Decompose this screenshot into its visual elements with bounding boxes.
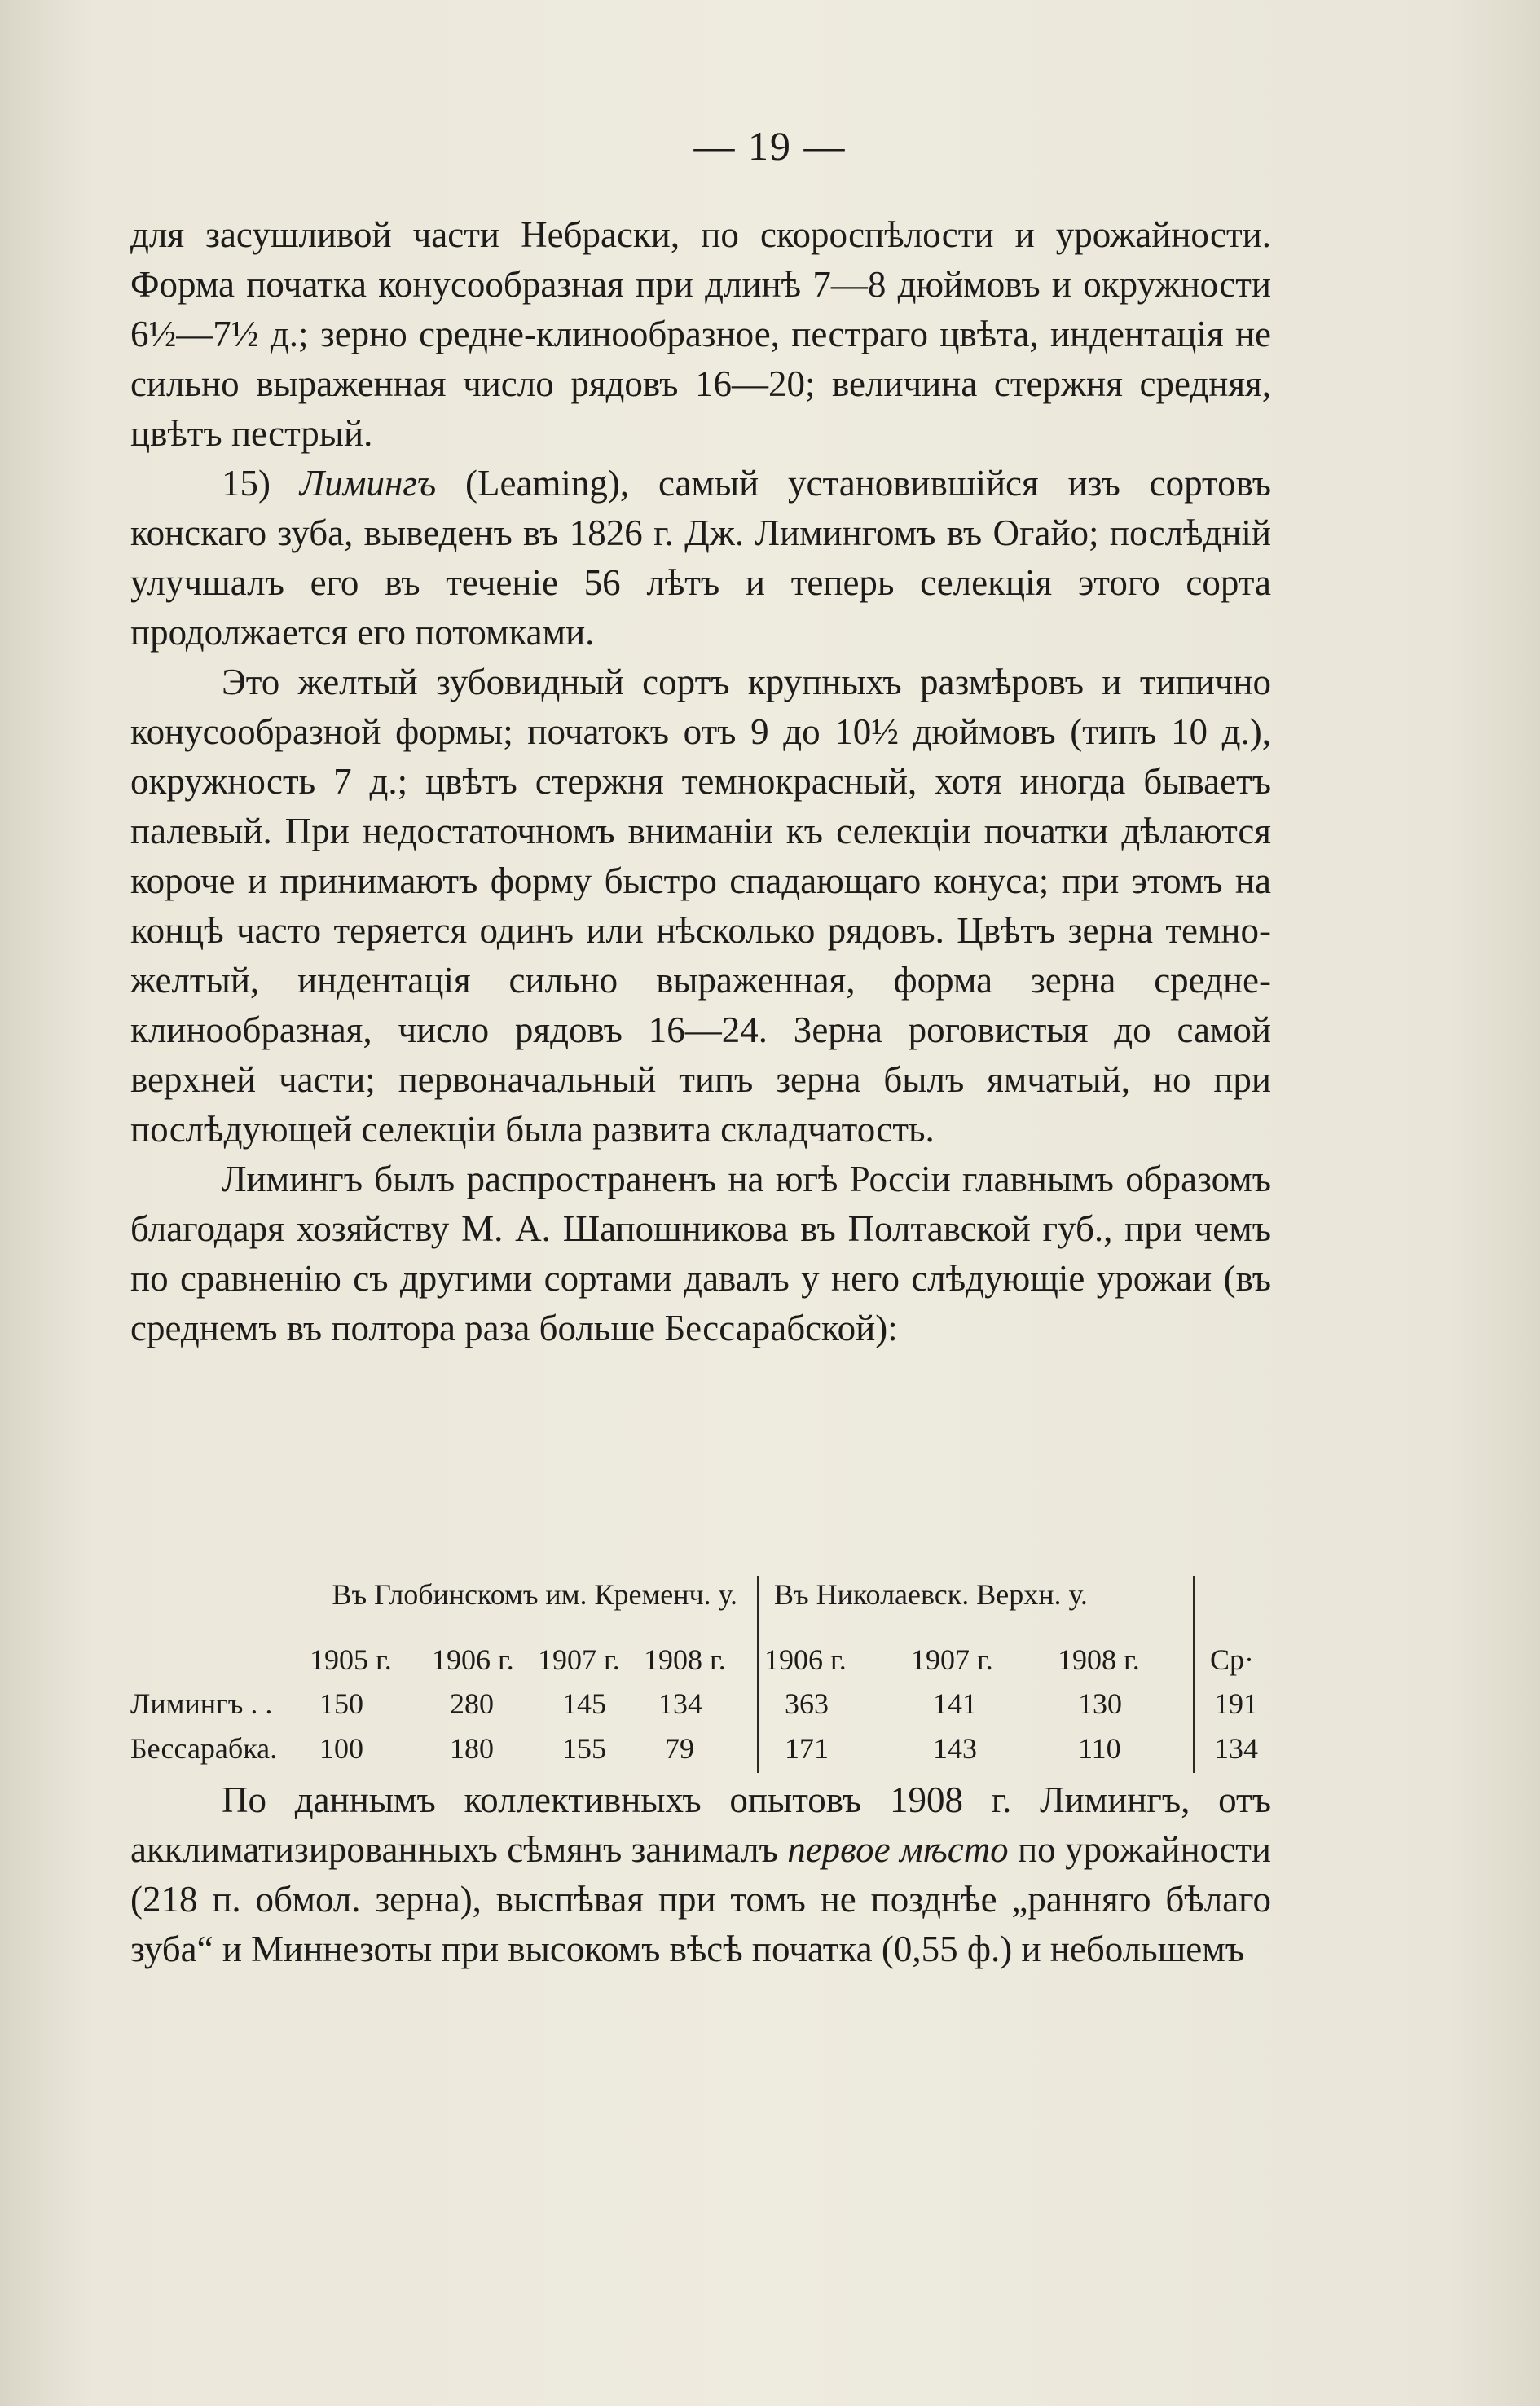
row-label: Бессарабка. bbox=[130, 1732, 278, 1765]
year-header: 1905 г. bbox=[310, 1643, 392, 1676]
table-cell: 141 bbox=[933, 1687, 977, 1720]
table-cell: 150 bbox=[319, 1687, 363, 1720]
table-cell: 155 bbox=[562, 1732, 606, 1765]
year-header: 1906 г. bbox=[432, 1643, 514, 1676]
first-place-italic: первое мѣсто bbox=[787, 1829, 1009, 1870]
item-text: (Leaming), самый установившійся изъ сортовъ конскаго зуба, выведенъ въ 1826 г. Дж. Лимингомъ въ Огайо; послѣдній улучшалъ его въ теченіе 56 лѣтъ и теперь селекція этого сорта продолжается его потомками. bbox=[130, 463, 1271, 653]
main-text bbox=[130, 210, 1271, 1353]
table-cell: 145 bbox=[562, 1687, 606, 1720]
item-number: 15) bbox=[222, 463, 271, 504]
table-cell: 180 bbox=[450, 1732, 494, 1765]
table-cell: 191 bbox=[1214, 1687, 1258, 1720]
table-group2-title: Въ Николаевск. Верхн. у. bbox=[774, 1578, 1088, 1611]
table-cell: 363 bbox=[785, 1687, 829, 1720]
table-divider bbox=[757, 1576, 759, 1773]
variety-name: Лимингъ bbox=[299, 463, 437, 504]
paragraph-collective-trials bbox=[130, 1775, 1271, 1974]
year-header: 1907 г. bbox=[911, 1643, 993, 1676]
table-cell: 134 bbox=[658, 1687, 702, 1720]
year-header: 1906 г. bbox=[764, 1643, 847, 1676]
table-cell: 79 bbox=[665, 1732, 694, 1765]
avg-header: Ср· bbox=[1210, 1643, 1254, 1676]
final-text-after: по урожайности (218 п. обмол. зерна), выспѣвая при томъ не позднѣе „ранняго бѣлаго зуба“ и Миннезоты при высокомъ вѣсѣ початка (0,55 ф.) и небольшемъ bbox=[130, 1829, 1272, 1969]
yield-table bbox=[130, 1576, 1271, 1781]
table-cell: 110 bbox=[1078, 1732, 1121, 1765]
table-cell: 130 bbox=[1078, 1687, 1122, 1720]
page-number: — 19 — bbox=[693, 123, 847, 169]
final-text-before: По даннымъ коллективныхъ опытовъ 1908 г. Лимингъ, отъ акклиматизированныхъ сѣмянъ занималъ bbox=[130, 1779, 1271, 1870]
table-divider bbox=[1193, 1576, 1195, 1773]
table-cell: 171 bbox=[785, 1732, 829, 1765]
row-label: Лимингъ . . bbox=[130, 1687, 273, 1720]
table-cell: 100 bbox=[319, 1732, 363, 1765]
table-cell: 134 bbox=[1214, 1732, 1258, 1765]
paragraph-description: Это желтый зубовидный сортъ крупныхъ размѣровъ и типично конусообразной формы; початокъ отъ 9 до 10½ дюймовъ (типъ 10 д.), окружность 7 д.; цвѣтъ стержня темнокрасный, хотя иногда бываетъ палевый. При недостаточномъ вниманіи къ селекціи початки дѣлаются короче и принимаютъ форму быстро спадающаго конуса; при этомъ на концѣ часто теряется одинъ или нѣсколько рядовъ. Цвѣтъ зерна темно-желтый, индентація сильно выраженная, форма зерна средне-клинообразная, число рядовъ 16—24. Зерна роговистыя до самой верхней части; первоначальный типъ зерна былъ ямчатый, но при послѣдующей селекціи была развита складчатость. bbox=[130, 662, 1271, 1150]
paragraph-item-15 bbox=[130, 459, 1271, 658]
year-header: 1908 г. bbox=[644, 1643, 726, 1676]
year-header: 1907 г. bbox=[538, 1643, 620, 1676]
final-text bbox=[130, 1775, 1271, 1974]
year-header: 1908 г. bbox=[1058, 1643, 1140, 1676]
table-cell: 280 bbox=[450, 1687, 494, 1720]
table-group1-title: Въ Глобинскомъ им. Кременч. у. bbox=[332, 1578, 737, 1611]
paragraph-continuation: для засушливой части Небраски, по скороспѣлости и урожайности. Форма початка конусообразная при длинѣ 7—8 дюймовъ и окружности 6½—7½ д.; зерно средне-клинообразное, пестраго цвѣта, индентація не сильно выраженная число рядовъ 16—20; величина стержня средняя, цвѣтъ пестрый. bbox=[130, 214, 1271, 454]
paragraph-distribution: Лимингъ былъ распространенъ на югѣ Россіи главнымъ образомъ благодаря хозяйству М. А. Шапошникова въ Полтавской губ., при чемъ по сравненію съ другими сортами давалъ у него слѣдующіе урожаи (въ среднемъ въ полтора раза больше Бессарабской): bbox=[130, 1159, 1271, 1348]
table-cell: 143 bbox=[933, 1732, 977, 1765]
